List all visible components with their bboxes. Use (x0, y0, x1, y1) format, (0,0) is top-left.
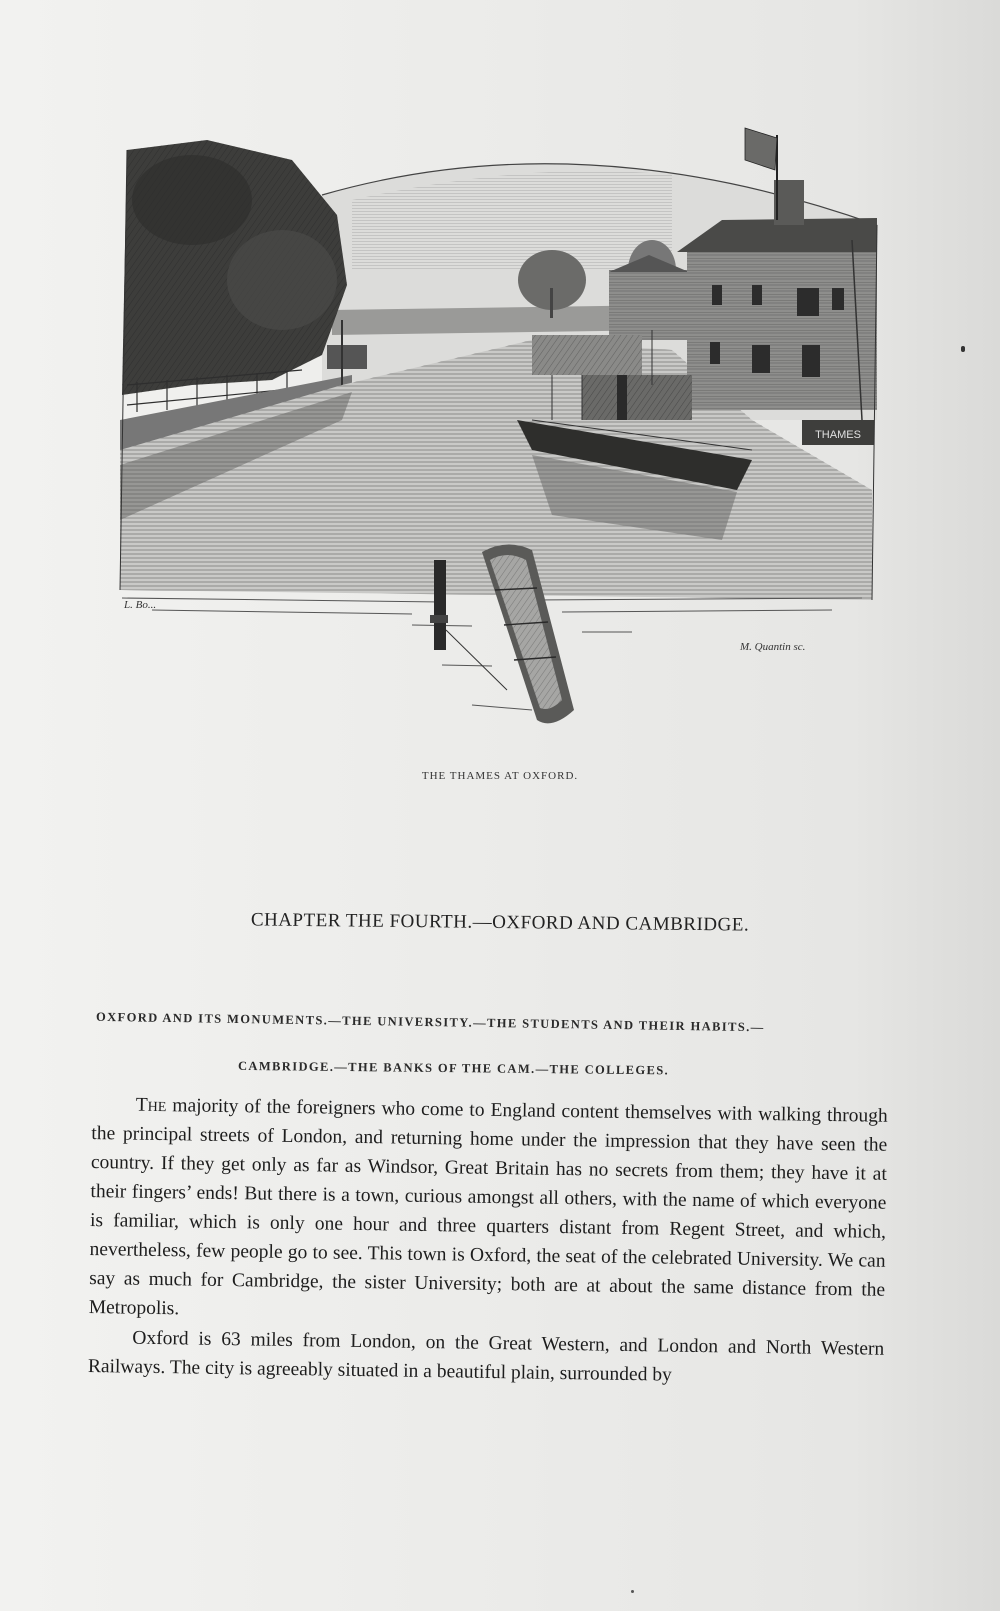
body-text (88, 1090, 888, 1393)
thames-engraving (112, 120, 902, 760)
footer-mark (631, 1590, 634, 1593)
boat-label: THAMES (815, 429, 861, 441)
paragraph-1-text: majority of the foreigners who come to England content themselves with walking through the principal streets of London, and returning home under the impression that they have seen the country. If they get only as far as Windsor, Great Britain has no secrets from them; they have it at their fingers’ ends! But there is a town, curious amongst all others, with the name of which everyone is familiar, which is only one hour and three quarters distant from Regent Street, and which, nevertheless, few people go to see. This town is Oxford, the seat of the celebrated University. We can say as much for Cambridge, the sister University; both are at about the same distance from the Metropolis. (88, 1095, 888, 1320)
lead-word: The (135, 1094, 167, 1117)
paragraph-1 (89, 1090, 888, 1334)
engraver-signature: M. Quantin sc. (740, 641, 806, 653)
chapter-synopsis-line-1: OXFORD AND ITS MONUMENTS.—THE UNIVERSITY.—THE STUDENTS AND THEIR HABITS.— (95, 1009, 765, 1035)
chapter-title: CHAPTER THE FOURTH.—OXFORD AND CAMBRIDGE. (250, 909, 750, 936)
paragraph-2: Oxford is 63 miles from London, on the Great Western, and London and North Western Railways. The city is agreeably situated in a beautiful plain, surrounded by (87, 1327, 885, 1386)
artist-signature: L. Bo... (124, 599, 157, 611)
chapter-synopsis-line-2: CAMBRIDGE.—THE BANKS OF THE CAM.—THE COLLEGES. (237, 1058, 670, 1078)
margin-mark (961, 346, 965, 352)
illustration-caption: THE THAMES AT OXFORD. (421, 770, 579, 782)
